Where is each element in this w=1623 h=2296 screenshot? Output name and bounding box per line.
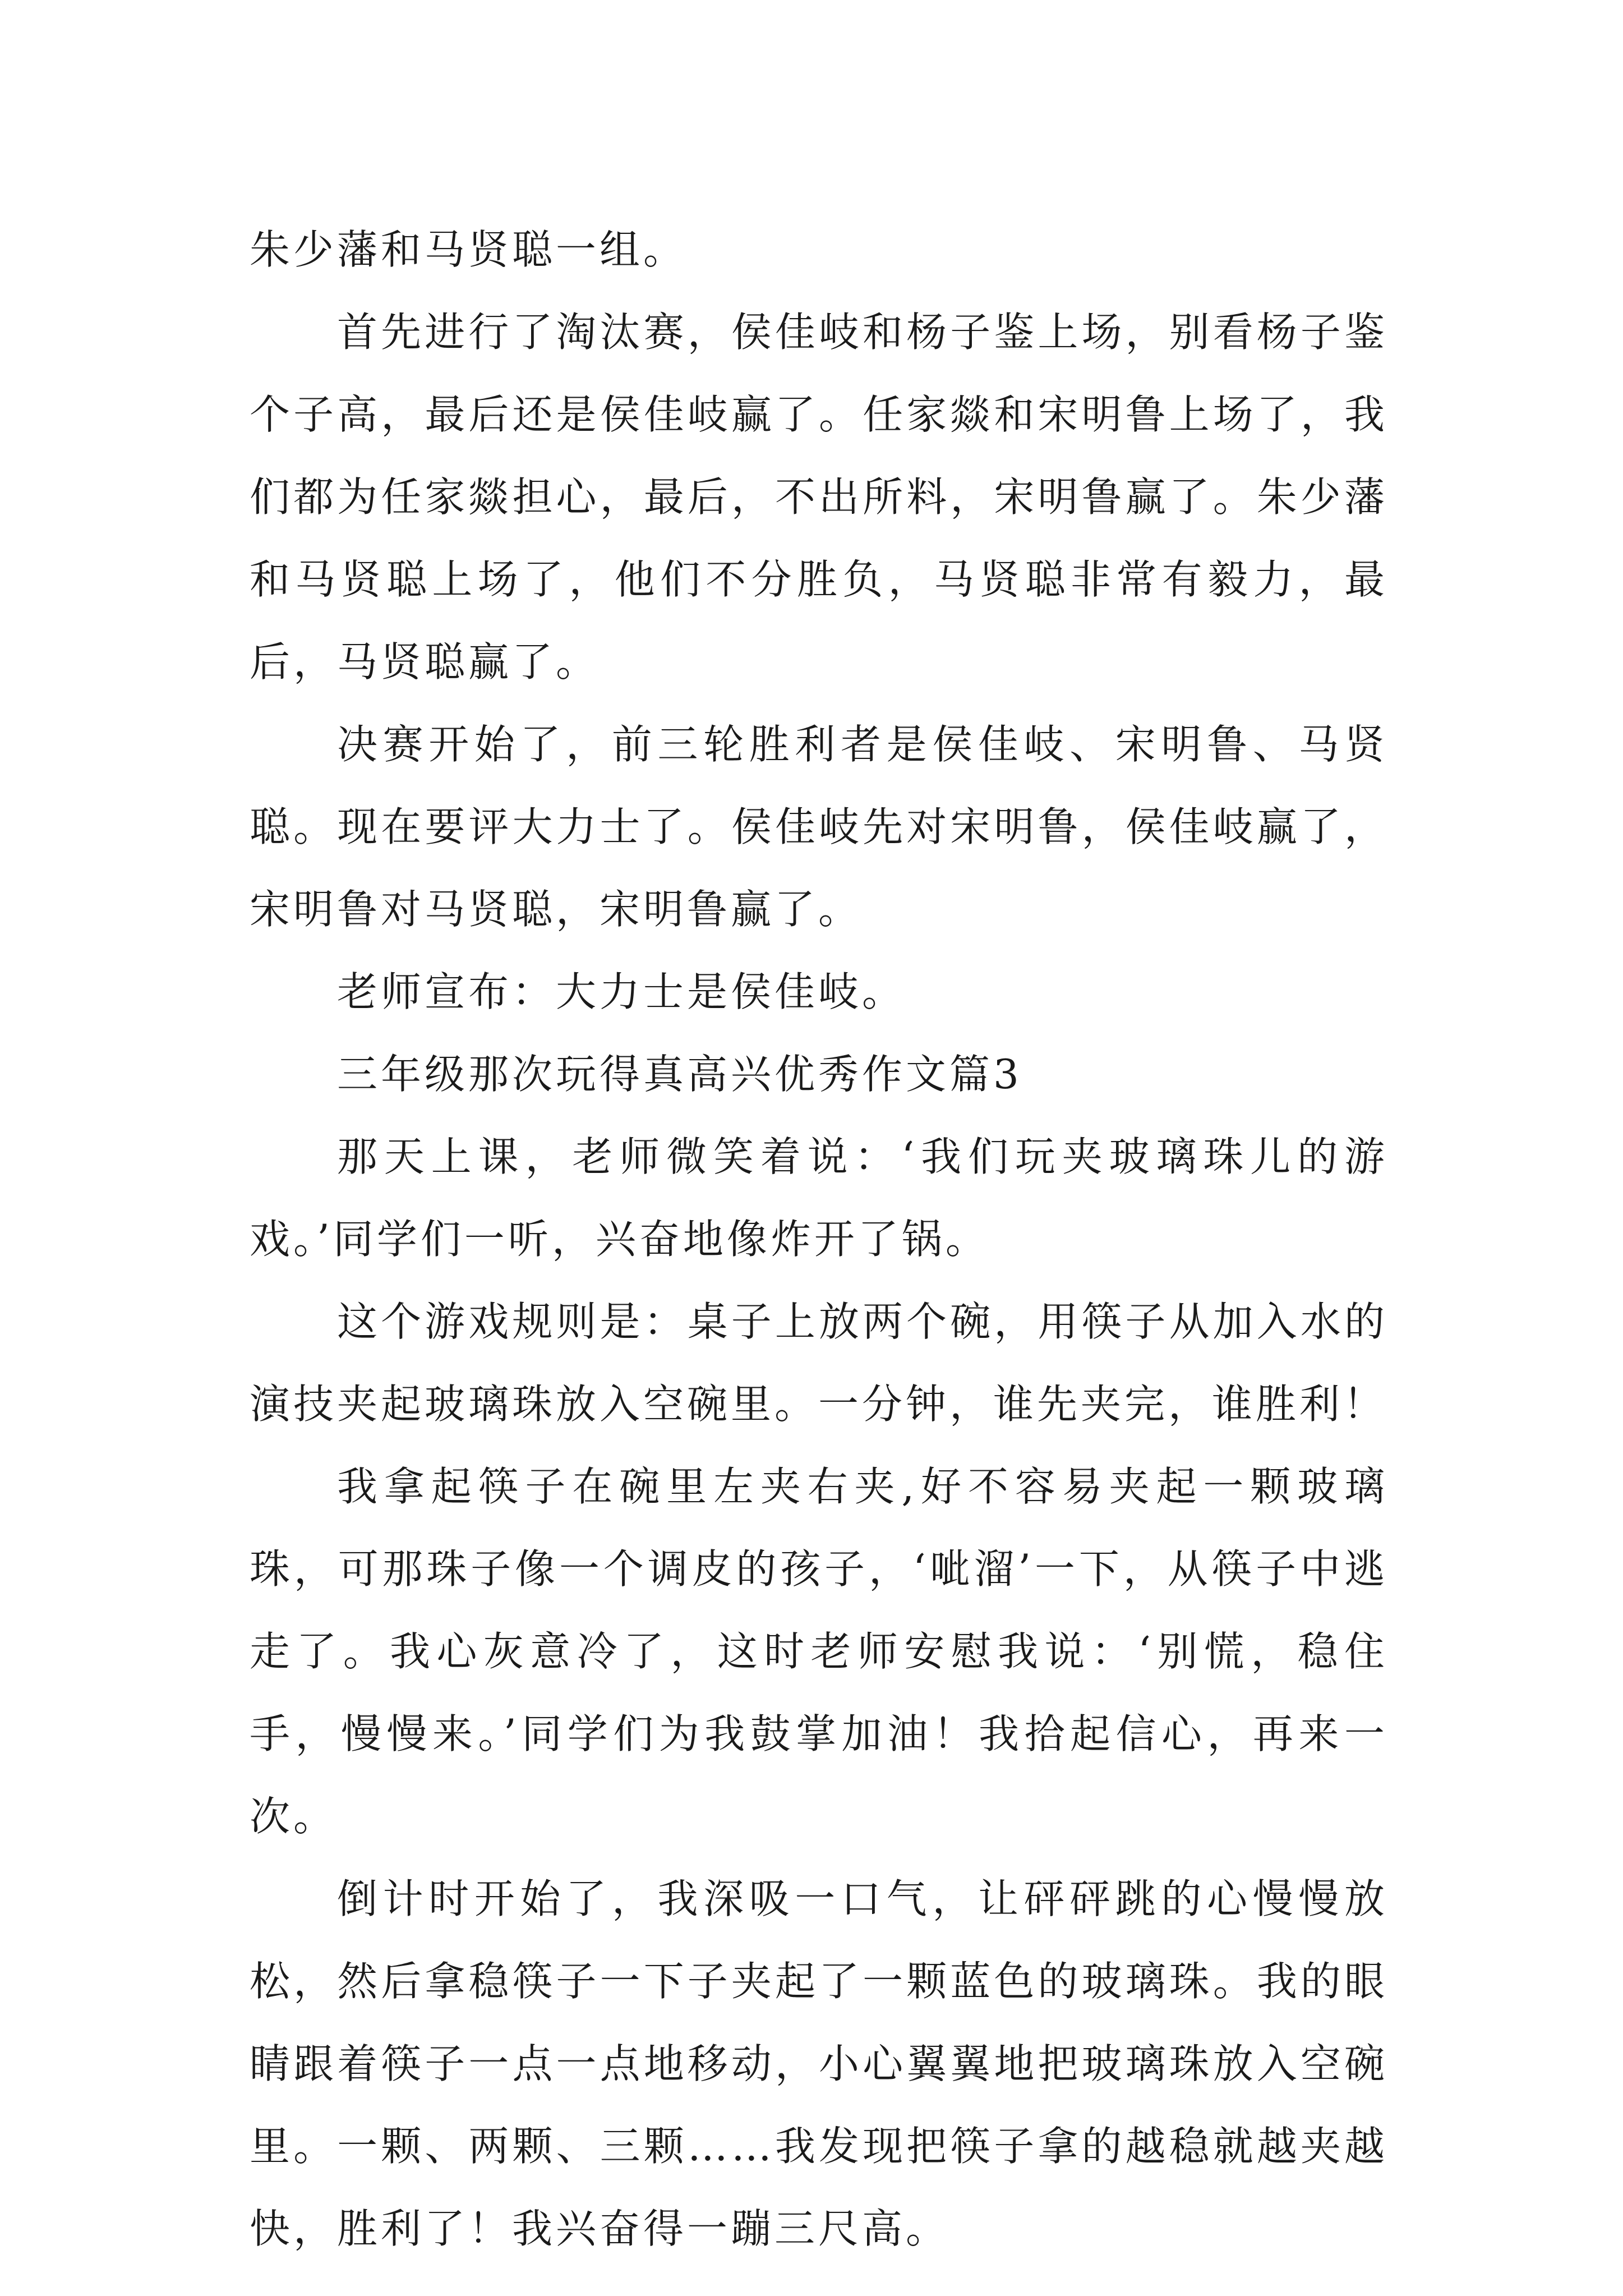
paragraph-game-rules: 这个游戏规则是：桌子上放两个碗，用筷子从加入水的演技夹起玻璃珠放入空碗里。一分钟，谁先夹完，谁胜利！ <box>250 1298 1388 1428</box>
paragraph-countdown-victory: 倒计时开始了，我深吸一口气，让砰砰跳的心慢慢放松，然后拿稳筷子一下子夹起了一颗蓝色的玻璃珠。我的眼睛跟着筷子一点一点地移动，小心翼翼地把玻璃珠放入空碗里。一颗、两颗、三颗……我发现把筷子拿的越稳就越夹越快，胜利了！我兴奋得一蹦三尺高。 <box>250 1875 1388 2252</box>
paragraph-announcement: 老师宣布：大力士是侯佳岐。 <box>337 968 906 1015</box>
paragraph-class-start: 那天上课，老师微笑着说：‘我们玩夹玻璃珠儿的游戏。’同学们一听，兴奋地像炸开了锅。 <box>250 1133 1388 1263</box>
paragraph-first-attempt: 我拿起筷子在碗里左夹右夹,好不容易夹起一颗玻璃珠，可那珠子像一个调皮的孩子，‘呲溜’一下，从筷子中逃走了。我心灰意冷了，这时老师安慰我说：‘别慌，稳住手，慢慢来。’同学们为我鼓掌加油！我拾起信心，再来一次。 <box>250 1463 1388 1840</box>
section-heading-essay-3: 三年级那次玩得真高兴优秀作文篇3 <box>337 1051 1022 1098</box>
article-body <box>250 209 1388 2270</box>
paragraph-final-round: 决赛开始了，前三轮胜利者是侯佳岐、宋明鲁、马贤聪。现在要评大力士了。侯佳岐先对宋明鲁，侯佳岐赢了，宋明鲁对马贤聪，宋明鲁赢了。 <box>250 721 1388 933</box>
paragraph-elimination-round: 首先进行了淘汰赛，侯佳岐和杨子鉴上场，别看杨子鉴个子高，最后还是侯佳岐赢了。任家燚和宋明鲁上场了，我们都为任家燚担心，最后，不出所料，宋明鲁赢了。朱少藩和马贤聪上场了，他们不分胜负，马贤聪非常有毅力，最后，马贤聪赢了。 <box>250 309 1388 685</box>
paragraph-group-pairing: 朱少藩和马贤聪一组。 <box>250 226 688 273</box>
